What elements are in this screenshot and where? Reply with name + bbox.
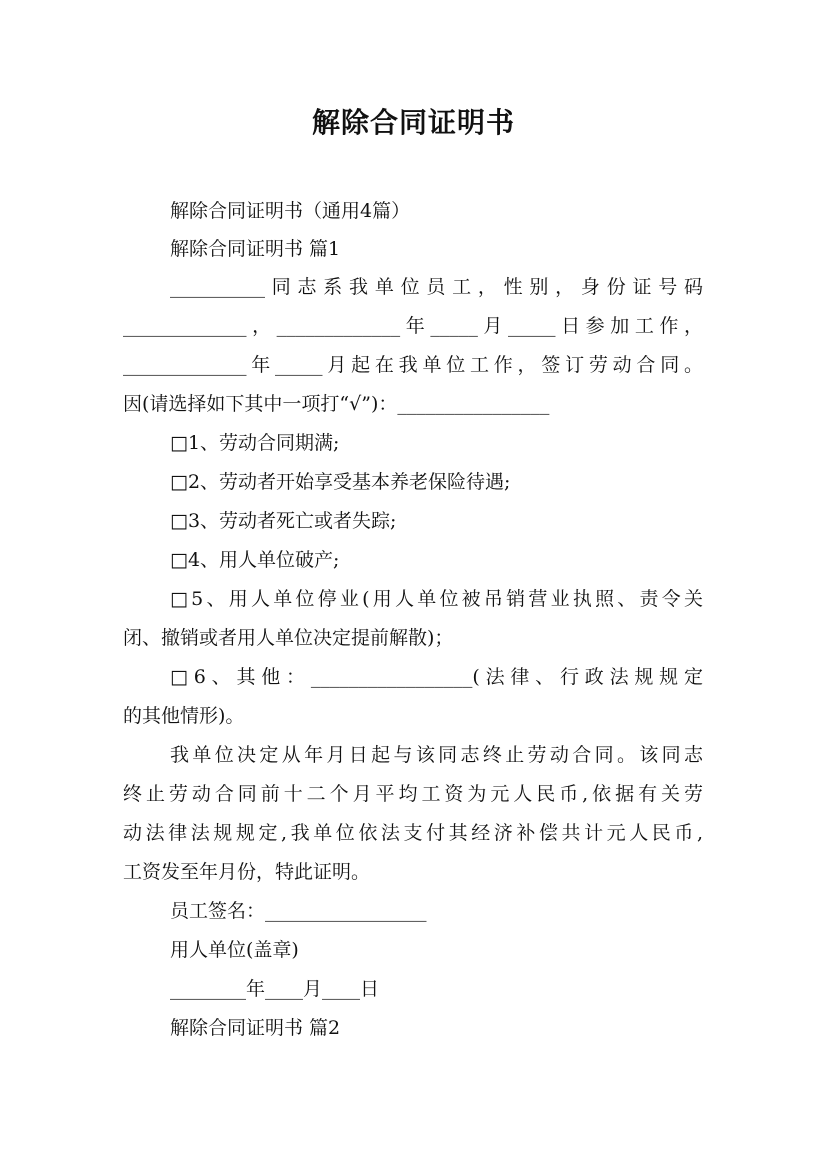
checkbox-option-1: □1、劳动合同期满; — [170, 432, 340, 454]
section-heading: 解除合同证明书 篇2 — [170, 1017, 341, 1039]
paragraph-line: 因(请选择如下其中一项打“√”)：________________ — [123, 393, 550, 415]
checkbox-option-6: □6、其他：_________________(法律、行政法规规定 — [170, 666, 703, 688]
paragraph-line: 我单位决定从年月日起与该同志终止劳动合同。该同志 — [170, 744, 703, 766]
paragraph-line: _____________年_____月起在我单位工作，签订劳动合同。 — [123, 354, 703, 376]
paragraph-line: 终止劳动合同前十二个月平均工资为元人民币,依据有关劳 — [123, 783, 703, 805]
paragraph-line: 动法律法规规定,我单位依法支付其经济补偿共计元人民币, — [123, 822, 703, 844]
document-title: 解除合同证明书 — [311, 106, 515, 139]
paragraph-line: 解除合同证明书（通用4篇） — [170, 200, 411, 222]
employer-seal-line: 用人单位(盖章) — [170, 939, 299, 961]
paragraph-line: __________同志系我单位员工，性别，身份证号码 — [170, 276, 703, 298]
section-heading: 解除合同证明书 篇1 — [170, 238, 341, 260]
date-line: ________年____月____日 — [170, 978, 380, 1000]
employee-signature-line: 员工签名：_________________ — [170, 900, 427, 922]
paragraph-line: 的其他情形)。 — [123, 705, 245, 727]
checkbox-option-2: □2、劳动者开始享受基本养老保险待遇; — [170, 471, 511, 493]
checkbox-option-4: □4、用人单位破产; — [170, 549, 340, 571]
paragraph-line: 工资发至年月份，特此证明。 — [123, 861, 371, 883]
checkbox-option-5: □5、用人单位停业(用人单位被吊销营业执照、责令关 — [170, 588, 703, 610]
paragraph-line: _____________，_____________年_____月_____日参加工作， — [123, 315, 703, 337]
checkbox-option-3: □3、劳动者死亡或者失踪; — [170, 510, 397, 532]
paragraph-line: 闭、撤销或者用人单位决定提前解散)； — [123, 627, 454, 649]
